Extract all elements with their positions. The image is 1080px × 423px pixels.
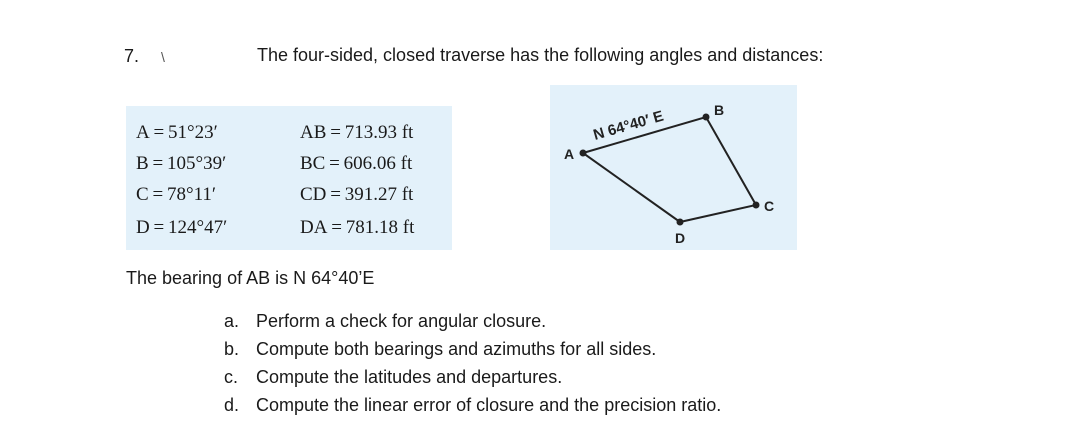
vertex-d-point xyxy=(677,219,684,226)
task-text: Compute both bearings and azimuths for all sides. xyxy=(256,339,657,359)
distance-bc: BC = 606.06 ft xyxy=(300,153,413,174)
problem-statement: The four-sided, closed traverse has the following angles and distances: xyxy=(257,45,824,65)
vertex-a-label: A xyxy=(564,146,575,162)
distance-da: DA = 781.18 ft xyxy=(300,217,415,238)
vertex-b-label: B xyxy=(714,102,725,118)
vertex-c-point xyxy=(753,202,760,209)
task-text: Compute the linear error of closure and the precision ratio. xyxy=(256,395,722,415)
bearing-label: N 64°40′ E xyxy=(591,107,666,144)
stray-tick-mark: \ xyxy=(161,49,165,65)
vertex-c-label: C xyxy=(764,198,775,214)
angles-distances-table xyxy=(126,106,452,250)
angle-d: D = 124°47′ xyxy=(136,217,228,238)
angle-b: B = 105°39′ xyxy=(136,153,227,174)
given-bearing: The bearing of AB is N 64°40’E xyxy=(126,268,375,288)
problem-number: 7. xyxy=(124,46,140,66)
task-letter: c. xyxy=(224,367,239,387)
distance-ab: AB = 713.93 ft xyxy=(300,122,414,143)
vertex-b-point xyxy=(703,114,710,121)
traverse-diagram xyxy=(550,85,797,250)
distance-cd: CD = 391.27 ft xyxy=(300,184,414,205)
task-text: Compute the latitudes and departures. xyxy=(256,367,563,387)
angle-c: C = 78°11′ xyxy=(136,184,217,205)
vertex-d-label: D xyxy=(675,230,686,246)
task-letter: d. xyxy=(224,395,240,415)
vertex-a-point xyxy=(580,150,587,157)
angle-a: A = 51°23′ xyxy=(136,122,218,143)
traverse-svg xyxy=(550,85,797,250)
task-letter: a. xyxy=(224,311,240,331)
task-text: Perform a check for angular closure. xyxy=(256,311,547,331)
task-letter: b. xyxy=(224,339,240,359)
